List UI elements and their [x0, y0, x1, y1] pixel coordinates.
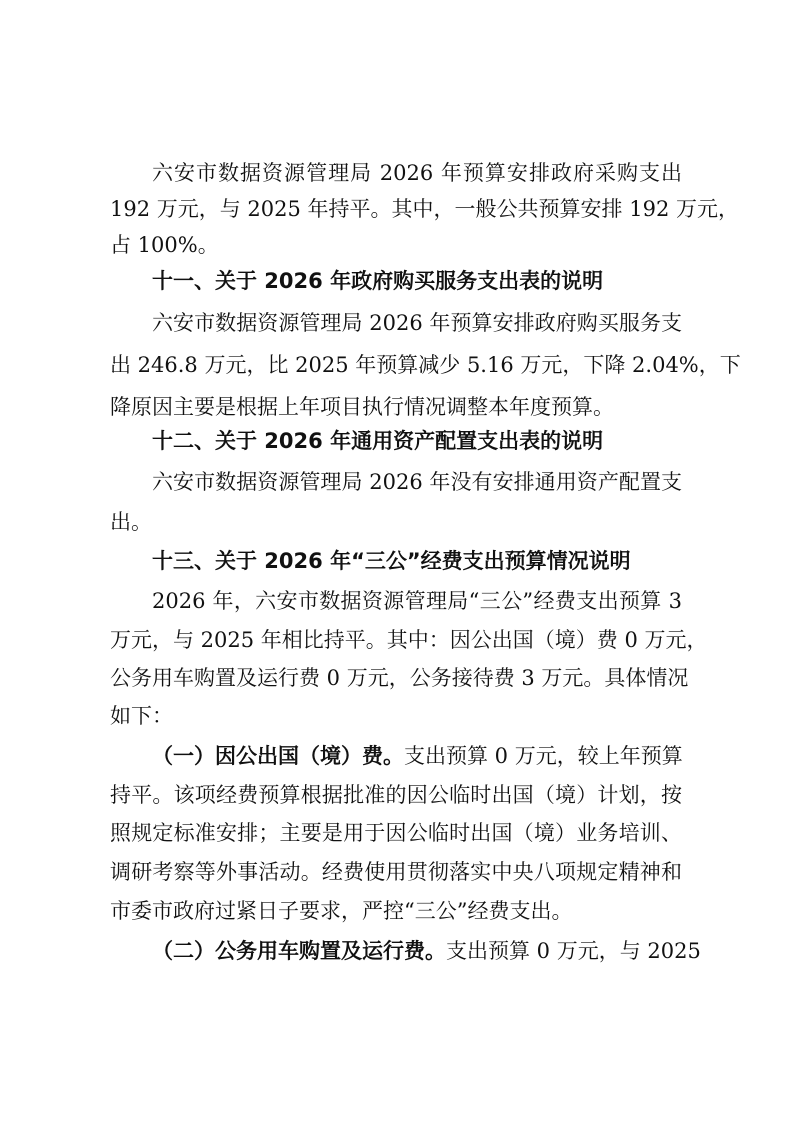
- procurement-paragraph-line-3: 占 100%。: [110, 233, 219, 257]
- vehicle-bold-label: （二）公务用车购置及运行费。: [152, 938, 446, 963]
- services-paragraph-line-3: 降原因主要是根据上年项目执行情况调整本年度预算。: [110, 395, 614, 419]
- overseas-paragraph-line-2: 持平。该项经费预算根据批准的因公临时出国（境）计划，按: [110, 783, 682, 807]
- overseas-line-1-text: 支出预算 0 万元，较上年预算: [404, 744, 683, 768]
- section-11-heading: 十一、关于 2026 年政府购买服务支出表的说明: [152, 269, 604, 293]
- three-public-paragraph-line-3: 公务用车购置及运行费 0 万元，公务接待费 3 万元。具体情况: [110, 666, 689, 690]
- services-paragraph-line-1: 六安市数据资源管理局 2026 年预算安排政府购买服务支: [152, 311, 682, 335]
- assets-paragraph-line-1: 六安市数据资源管理局 2026 年没有安排通用资产配置支: [152, 470, 682, 494]
- three-public-paragraph-line-4: 如下：: [110, 704, 173, 728]
- overseas-paragraph-line-5: 市委市政府过紧日子要求，严控“三公”经费支出。: [110, 899, 573, 923]
- procurement-paragraph-line-1: 六安市数据资源管理局 2026 年预算安排政府采购支出: [152, 161, 682, 185]
- three-public-paragraph-line-2: 万元，与 2025 年相比持平。其中：因公出国（境）费 0 万元，: [110, 628, 708, 652]
- section-12-heading: 十二、关于 2026 年通用资产配置支出表的说明: [152, 429, 604, 453]
- overseas-paragraph-line-1: [152, 741, 682, 771]
- vehicle-line-1-text: 支出预算 0 万元，与 2025: [446, 939, 701, 963]
- vehicle-paragraph-line-1: [152, 936, 701, 966]
- overseas-bold-label: （一）因公出国（境）费。: [152, 743, 404, 768]
- overseas-paragraph-line-4: 调研考察等外事活动。经费使用贯彻落实中央八项规定精神和: [110, 860, 682, 884]
- section-13-heading: 十三、关于 2026 年“三公”经费支出预算情况说明: [152, 549, 631, 573]
- overseas-paragraph-line-3: 照规定标准安排；主要是用于因公临时出国（境）业务培训、: [110, 821, 682, 845]
- assets-paragraph-line-2: 出。: [110, 510, 152, 534]
- three-public-paragraph-line-1: 2026 年，六安市数据资源管理局“三公”经费支出预算 3: [152, 589, 682, 613]
- procurement-paragraph-line-2: 192 万元，与 2025 年持平。其中，一般公共预算安排 192 万元，: [110, 197, 739, 221]
- services-paragraph-line-2: 出 246.8 万元，比 2025 年预算减少 5.16 万元，下降 2.04%，下: [110, 353, 741, 377]
